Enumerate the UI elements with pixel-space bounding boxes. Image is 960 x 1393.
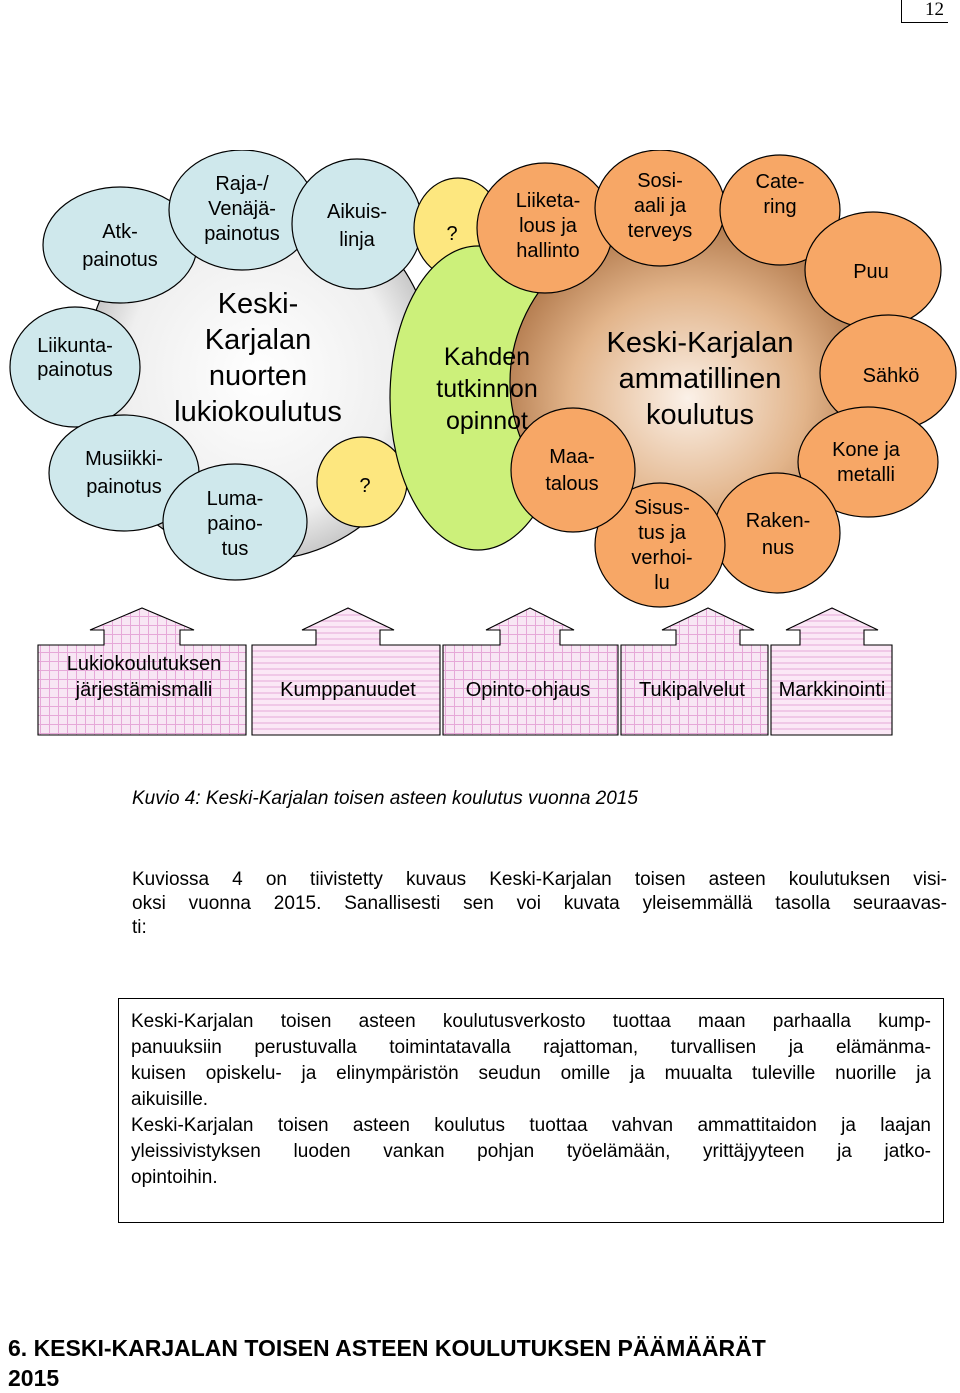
liiketalous-label: Liiketa-lous ja hallinto [515, 190, 581, 262]
vision-line: yleissivistyksen luoden vankan pohjan työelämään, yrittäjyyteen ja jatko- [131, 1141, 931, 1162]
figure-caption: Kuvio 4: Keski-Karjalan toisen asteen koulutus vuonna 2015 [132, 788, 638, 809]
sisustus-label: Sisus-tus ja verhoi-lu [631, 497, 693, 594]
arrow-label-tukipalvelut: Tukipalvelut [639, 679, 745, 701]
puu-label: Puu [853, 261, 889, 283]
lukio-center-label: Keski-Karjalan nuorten lukiokoulutus [174, 288, 342, 428]
vision-line: Keski-Karjalan toisen asteen koulutusverkosto tuottaa maan parhaalla kump- [131, 1011, 931, 1032]
heading-line: 6. KESKI-KARJALAN TOISEN ASTEEN KOULUTUKSEN PÄÄMÄÄRÄT [8, 1335, 766, 1361]
page-number: 12 [901, 0, 948, 23]
vision-line: kuisen opiskelu- ja elinympäristön seudun omille ja muualta tuleville nuorille ja [131, 1063, 931, 1084]
sahko-label: Sähkö [862, 365, 920, 387]
question-label-top: ? [446, 223, 458, 245]
arrow-opinto-ohjaus [443, 608, 618, 735]
sosiaali-label: Sosi-aali ja terveys [627, 170, 693, 242]
arrow-markkinointi [771, 608, 892, 735]
maatalous-bubble [511, 408, 635, 532]
liikunta-label: Liikunta-painotus [37, 335, 113, 381]
arrow-label-lukiokoulutuksen: Lukiokoulutuksen järjestämismalli [66, 653, 222, 701]
arrow-label-markkinointi: Markkinointi [778, 679, 886, 701]
ammatti-center-label: Keski-Karjalan ammatillinen koulutus [606, 327, 794, 431]
aikuis-label: Aikuis-linja [326, 201, 388, 251]
section-heading [8, 1333, 766, 1393]
musiikki-label: Musiikki-painotus [85, 448, 163, 498]
arrow-label-opinto-ohjaus: Opinto-ohjaus [465, 679, 591, 701]
vision-line: Keski-Karjalan toisen asteen koulutus tuottaa vahvan ammattitaidon ja laajan [131, 1115, 931, 1136]
body-paragraph [132, 868, 947, 940]
rakennus-bubble [714, 473, 840, 593]
atk-label: Atk-painotus [82, 221, 158, 271]
vision-line: opintoihin. [131, 1167, 218, 1188]
raja-label: Raja-/ Venäjä-painotus [204, 173, 280, 245]
arrow-kumppanuudet [252, 608, 440, 735]
paragraph-line: oksi vuonna 2015. Sanallisesti sen voi kuvata yleisemmällä tasolla seuraavas- [132, 893, 947, 914]
education-diagram [0, 150, 960, 750]
vision-line: aikuisille. [131, 1089, 209, 1110]
aikuis-bubble [292, 159, 422, 289]
kone-label: Kone ja metalli [832, 439, 900, 486]
rakennus-label: Raken-nus [745, 510, 811, 559]
paragraph-line: Kuviossa 4 on tiivistetty kuvaus Keski-Karjalan toisen asteen koulutuksen visi- [132, 869, 947, 890]
question-label-bottom: ? [359, 475, 371, 497]
paragraph-line: ti: [132, 917, 147, 938]
catering-label: Cate-ring [755, 171, 805, 218]
arrow-label-kumppanuudet: Kumppanuudet [280, 679, 416, 701]
maatalous-label: Maa-talous [545, 446, 599, 495]
heading-line: 2015 [8, 1365, 60, 1391]
arrow-tukipalvelut [621, 608, 768, 735]
vision-line: panuuksiin perustuvalla toimintatavalla rajattoman, turvallisen ja elämänma- [131, 1037, 931, 1058]
luma-label: Luma-paino-tus [206, 488, 264, 560]
vision-box [118, 998, 944, 1223]
kahden-label: Kahden tutkinnon opinnot [436, 343, 538, 435]
